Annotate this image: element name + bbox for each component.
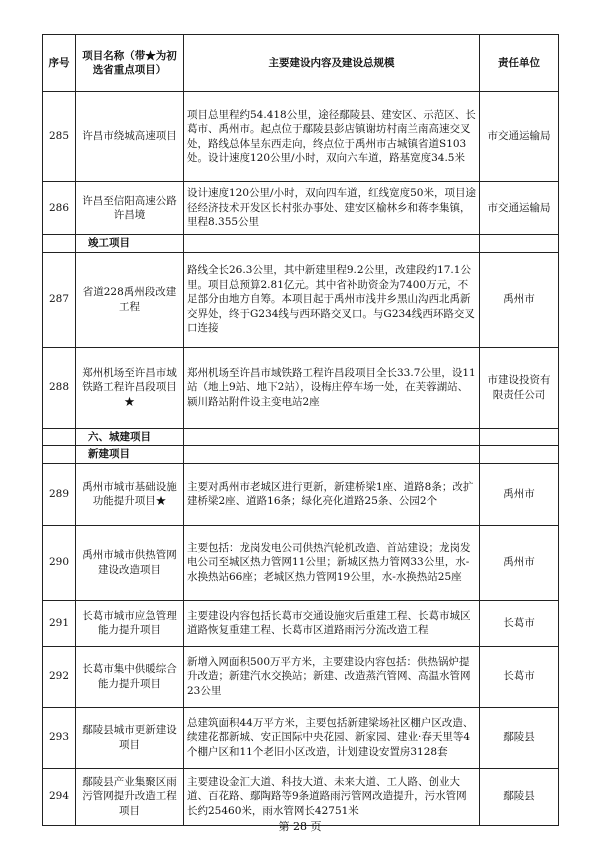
table-row bbox=[43, 768, 559, 825]
row-num: 292 bbox=[43, 646, 76, 707]
row-num: 288 bbox=[43, 347, 76, 428]
table-row bbox=[43, 463, 559, 525]
table-row bbox=[43, 252, 559, 347]
row-content: 主要建设内容包括长葛市交通设施灾后重建工程、长葛市城区道路恢复重建工程、长葛市区道路雨污分流改造工程 bbox=[184, 600, 480, 646]
row-num: 287 bbox=[43, 252, 76, 347]
section-row-urban bbox=[43, 428, 559, 446]
row-name: 鄢陵县城市更新建设项目 bbox=[76, 707, 184, 768]
section-label-urban: 六、城建项目 bbox=[76, 428, 184, 446]
row-num: 290 bbox=[43, 525, 76, 600]
row-resp: 禹州市 bbox=[480, 525, 559, 600]
row-num: 289 bbox=[43, 463, 76, 525]
row-num: 291 bbox=[43, 600, 76, 646]
row-name: 许昌至信阳高速公路许昌境 bbox=[76, 182, 184, 235]
row-content: 主要建设金汇大道、科技大道、未来大道、工人路、创业大道、百花路、鄢陶路等9条道路雨污管网改造提升，污水管网长约25460米，雨水管网长42751米 bbox=[184, 768, 480, 825]
row-content: 新增入网面积500万平方米，主要建设内容包括：供热锅炉提升改造；新建汽水交换站；新建、改造蒸汽管网、高温水管网23公里 bbox=[184, 646, 480, 707]
section-empty-cell bbox=[480, 235, 559, 253]
row-content: 项目总里程约54.418公里，途径鄢陵县、建安区、示范区、长葛市、禹州市。起点位于鄢陵县彭店镇谢坊村南兰南高速交叉处，路线总体呈东西走向，终点位于禹州市古城镇省道S103处。设计速度120公里/小时，双向六车道，路基宽度34.5米 bbox=[184, 92, 480, 182]
section-empty-cell bbox=[184, 235, 480, 253]
section-empty-cell bbox=[480, 428, 559, 446]
header-num: 序号 bbox=[43, 35, 76, 92]
table-header-row bbox=[43, 35, 559, 92]
section-label-completed: 竣工项目 bbox=[76, 235, 184, 253]
row-content: 设计速度120公里/小时，双向四车道，红线宽度50米，项目途径经济技术开发区长村张办事处、建安区榆林乡和蒋李集镇，里程8.355公里 bbox=[184, 182, 480, 235]
row-name: 长葛市城市应急管理能力提升项目 bbox=[76, 600, 184, 646]
row-num: 293 bbox=[43, 707, 76, 768]
row-resp: 禹州市 bbox=[480, 252, 559, 347]
project-table bbox=[42, 34, 559, 826]
header-content: 主要建设内容及建设总规模 bbox=[184, 35, 480, 92]
row-name: 鄢陵县产业集聚区雨污管网提升改造工程项目 bbox=[76, 768, 184, 825]
row-content: 主要对禹州市老城区进行更新，新建桥梁1座、道路8条；改扩建桥梁2座、道路16条；绿化亮化道路25条、公园2个 bbox=[184, 463, 480, 525]
table-row bbox=[43, 600, 559, 646]
page-number: 第 28 页 bbox=[278, 820, 322, 833]
table-row bbox=[43, 525, 559, 600]
row-resp: 鄢陵县 bbox=[480, 768, 559, 825]
row-name: 长葛市集中供暖综合能力提升项目 bbox=[76, 646, 184, 707]
row-resp: 市建设投资有限责任公司 bbox=[480, 347, 559, 428]
row-resp: 长葛市 bbox=[480, 600, 559, 646]
table-row bbox=[43, 182, 559, 235]
header-name: 项目名称（带★为初选省重点项目） bbox=[76, 35, 184, 92]
row-name: 郑州机场至许昌市域铁路工程许昌段项目★ bbox=[76, 347, 184, 428]
row-resp: 鄢陵县 bbox=[480, 707, 559, 768]
section-empty-cell bbox=[184, 428, 480, 446]
row-name: 禹州市城市供热管网建设改造项目 bbox=[76, 525, 184, 600]
row-num: 286 bbox=[43, 182, 76, 235]
table-row bbox=[43, 646, 559, 707]
section-empty-cell bbox=[480, 446, 559, 464]
row-content: 总建筑面积44万平方米，主要包括新建梁场社区棚户区改造、续建花都新城、安正国际中央花园、新家园、建业·春天里等4个棚户区和11个老旧小区改造，计划建设安置房3128套 bbox=[184, 707, 480, 768]
section-row-completed bbox=[43, 235, 559, 253]
section-empty-cell bbox=[43, 446, 76, 464]
header-resp: 责任单位 bbox=[480, 35, 559, 92]
row-name: 禹州市城市基础设施功能提升项目★ bbox=[76, 463, 184, 525]
row-content: 郑州机场至许昌市域铁路工程许昌段项目全长33.7公里，设11站（地上9站、地下2站），设梅庄停车场一处，在芙蓉湖站、颍川路站附件设主变电站2座 bbox=[184, 347, 480, 428]
section-empty-cell bbox=[43, 235, 76, 253]
table-row bbox=[43, 92, 559, 182]
section-label-new-projects: 新建项目 bbox=[76, 446, 184, 464]
section-empty-cell bbox=[184, 446, 480, 464]
row-name: 许昌市绕城高速项目 bbox=[76, 92, 184, 182]
table-row bbox=[43, 707, 559, 768]
row-name: 省道228禹州段改建工程 bbox=[76, 252, 184, 347]
row-content: 路线全长26.3公里，其中新建里程9.2公里，改建段约17.1公里。项目总预算2.81亿元。其中省补助资金为7400万元，不足部分由地方自筹。本项目起于禹州市浅井乡黑山沟西北禹新交界处，终于G234线与西环路交叉口。与G234线西环路交叉口连接 bbox=[184, 252, 480, 347]
row-resp: 禹州市 bbox=[480, 463, 559, 525]
row-num: 294 bbox=[43, 768, 76, 825]
table-row bbox=[43, 347, 559, 428]
section-row-new-projects bbox=[43, 446, 559, 464]
row-resp: 市交通运输局 bbox=[480, 92, 559, 182]
row-resp: 长葛市 bbox=[480, 646, 559, 707]
row-resp: 市交通运输局 bbox=[480, 182, 559, 235]
row-content: 主要包括：龙岗发电公司供热汽轮机改造、首站建设；龙岗发电公司至城区热力管网11公里；新城区热力管网33公里，水-水换热站66座；老城区热力管网19公里，水-水换热站25座 bbox=[184, 525, 480, 600]
row-num: 285 bbox=[43, 92, 76, 182]
section-empty-cell bbox=[43, 428, 76, 446]
